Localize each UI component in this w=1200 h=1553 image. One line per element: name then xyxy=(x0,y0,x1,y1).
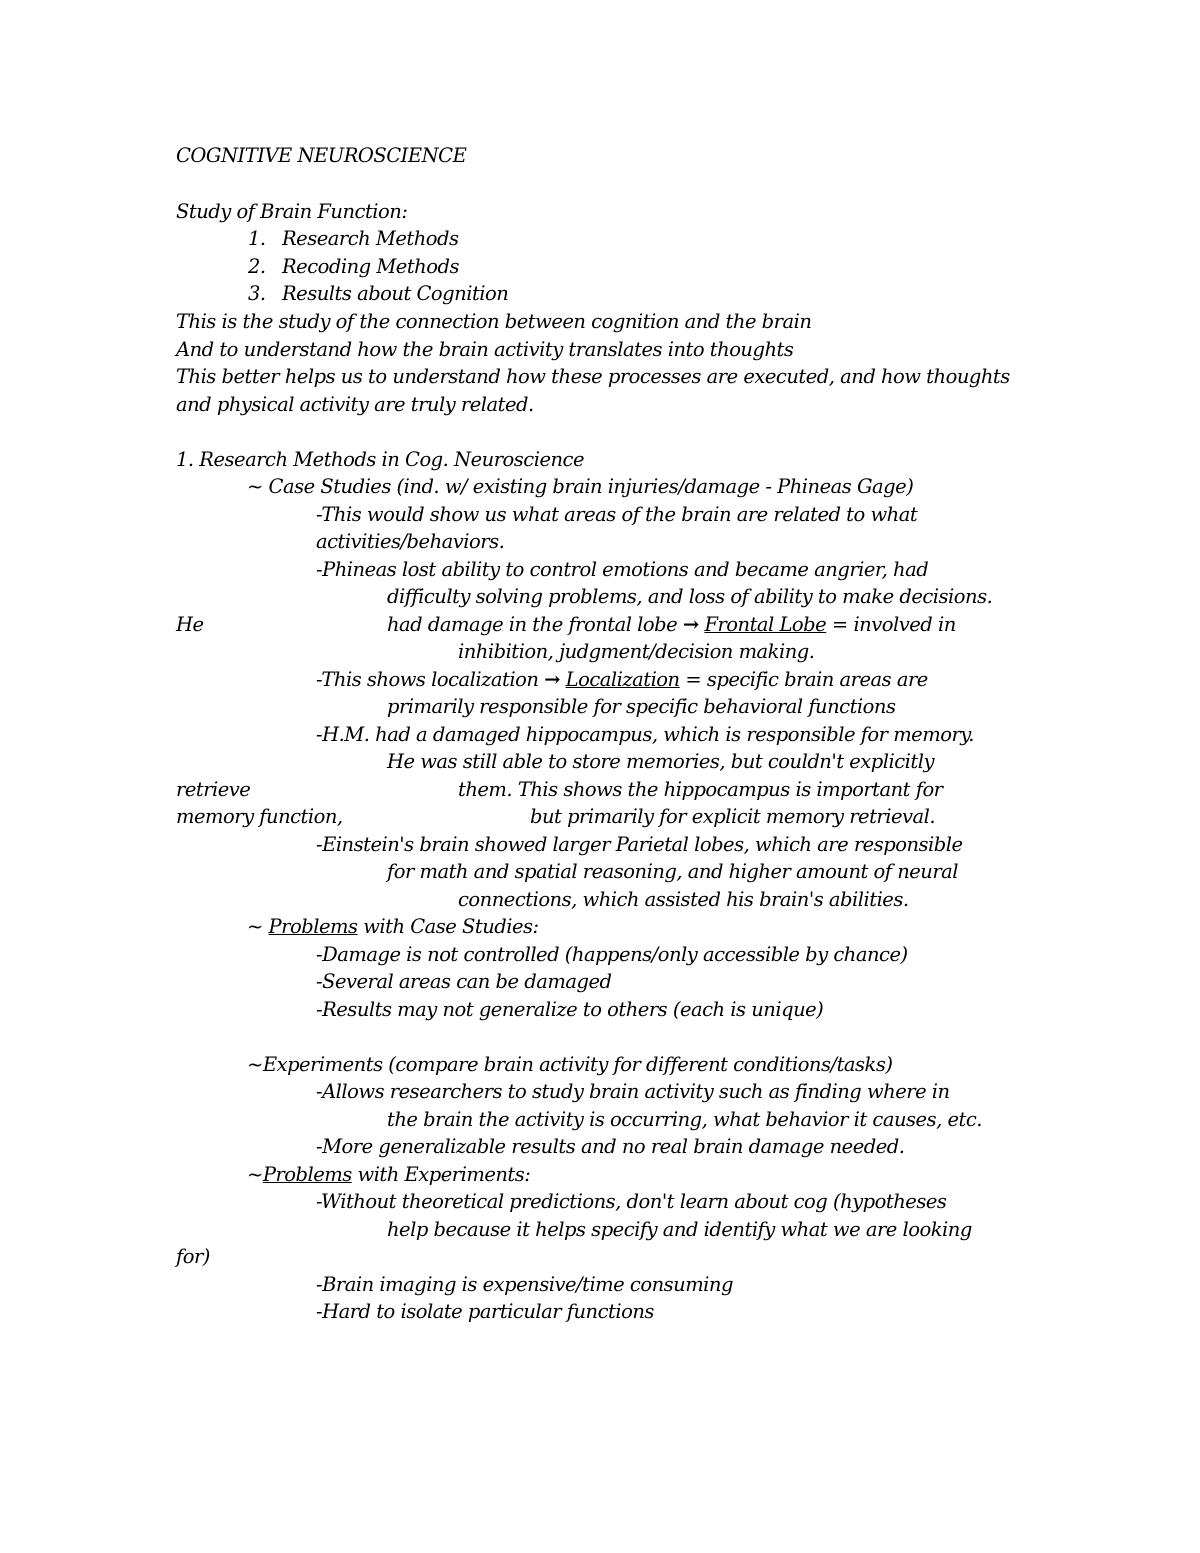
note-fragment: -This shows localization xyxy=(316,668,539,691)
note-line: -Einstein's brain showed larger Parietal lobes, which are responsible xyxy=(316,833,963,856)
document-title: COGNITIVE NEUROSCIENCE xyxy=(176,144,467,167)
note-line: primarily responsible for specific behavioral functions xyxy=(387,695,896,718)
note-line: inhibition, judgment/decision making. xyxy=(458,640,815,663)
list-item-number: 2. xyxy=(248,255,266,278)
note-line: activities/behaviors. xyxy=(316,530,505,553)
note-line: He was still able to store memories, but couldn't explicitly xyxy=(387,750,934,773)
case-studies-heading: ~ Case Studies (ind. w/ existing brain injuries/damage - Phineas Gage) xyxy=(247,475,914,498)
note-fragment: = involved in xyxy=(831,613,956,636)
term-frontal-lobe: Frontal Lobe xyxy=(704,613,827,636)
intro-paragraph: and physical activity are truly related. xyxy=(176,393,534,416)
tilde: ~ xyxy=(247,1163,263,1186)
note-fragment: had damage in the frontal lobe xyxy=(387,613,678,636)
tilde: ~ xyxy=(247,915,263,938)
intro-paragraph: This better helps us to understand how these processes are executed, and how thoughts xyxy=(176,365,1010,388)
note-line: -Without theoretical predictions, don't learn about cog (hypotheses xyxy=(316,1190,947,1213)
note-line: -H.M. had a damaged hippocampus, which is responsible for memory. xyxy=(316,723,974,746)
note-line: -More generalizable results and no real brain damage needed. xyxy=(316,1135,905,1158)
note-line: -Phineas lost ability to control emotions and became angrier, had xyxy=(316,558,929,581)
note-line: -Several areas can be damaged xyxy=(316,970,612,993)
note-fragment: with Experiments: xyxy=(357,1163,531,1186)
problems-experiments-heading xyxy=(247,1162,530,1188)
note-line: -Brain imaging is expensive/time consuming xyxy=(316,1273,733,1296)
note-fragment: = specific brain areas are xyxy=(685,668,928,691)
intro-paragraph: This is the study of the connection between cognition and the brain xyxy=(176,310,812,333)
note-line: connections, which assisted his brain's abilities. xyxy=(458,888,909,911)
term-localization: Localization xyxy=(565,668,680,691)
note-fragment: retrieve xyxy=(176,778,251,801)
list-item: Results about Cognition xyxy=(282,282,509,305)
note-line: -Damage is not controlled (happens/only accessible by chance) xyxy=(316,943,908,966)
note-fragment: for) xyxy=(176,1245,210,1268)
note-fragment: memory function, xyxy=(176,805,343,828)
note-line: -Allows researchers to study brain activity such as finding where in xyxy=(316,1080,950,1103)
list-item-number: 1. xyxy=(248,227,266,250)
note-line: -This would show us what areas of the brain are related to what xyxy=(316,503,918,526)
problems-case-studies-heading xyxy=(247,914,539,940)
note-line: -Hard to isolate particular functions xyxy=(316,1300,654,1323)
arrow-right-icon: → xyxy=(544,668,560,691)
note-line: -Results may not generalize to others (each is unique) xyxy=(316,998,824,1021)
arrow-right-icon: → xyxy=(682,613,699,636)
term-problems: Problems xyxy=(262,1163,352,1186)
intro-heading: Study of Brain Function: xyxy=(176,200,408,223)
note-line: for math and spatial reasoning, and higher amount of neural xyxy=(387,860,959,883)
list-item: Recoding Methods xyxy=(282,255,459,278)
note-fragment: He xyxy=(176,613,204,636)
note-fragment: with Case Studies: xyxy=(363,915,539,938)
note-line: difficulty solving problems, and loss of ability to make decisions. xyxy=(387,585,993,608)
intro-paragraph: And to understand how the brain activity translates into thoughts xyxy=(176,338,794,361)
list-item: Research Methods xyxy=(282,227,459,250)
note-line-localization xyxy=(316,667,928,693)
term-problems: Problems xyxy=(268,915,358,938)
note-line-frontal-lobe xyxy=(387,612,956,638)
experiments-heading: ~Experiments (compare brain activity for different conditions/tasks) xyxy=(247,1053,893,1076)
note-line: the brain the activity is occurring, what behavior it causes, etc. xyxy=(387,1108,982,1131)
section-heading: 1. Research Methods in Cog. Neuroscience xyxy=(176,448,585,471)
list-item-number: 3. xyxy=(248,282,266,305)
note-line: but primarily for explicit memory retrieval. xyxy=(530,805,936,828)
note-line: help because it helps specify and identify what we are looking xyxy=(387,1218,972,1241)
note-line: them. This shows the hippocampus is important for xyxy=(458,778,943,801)
